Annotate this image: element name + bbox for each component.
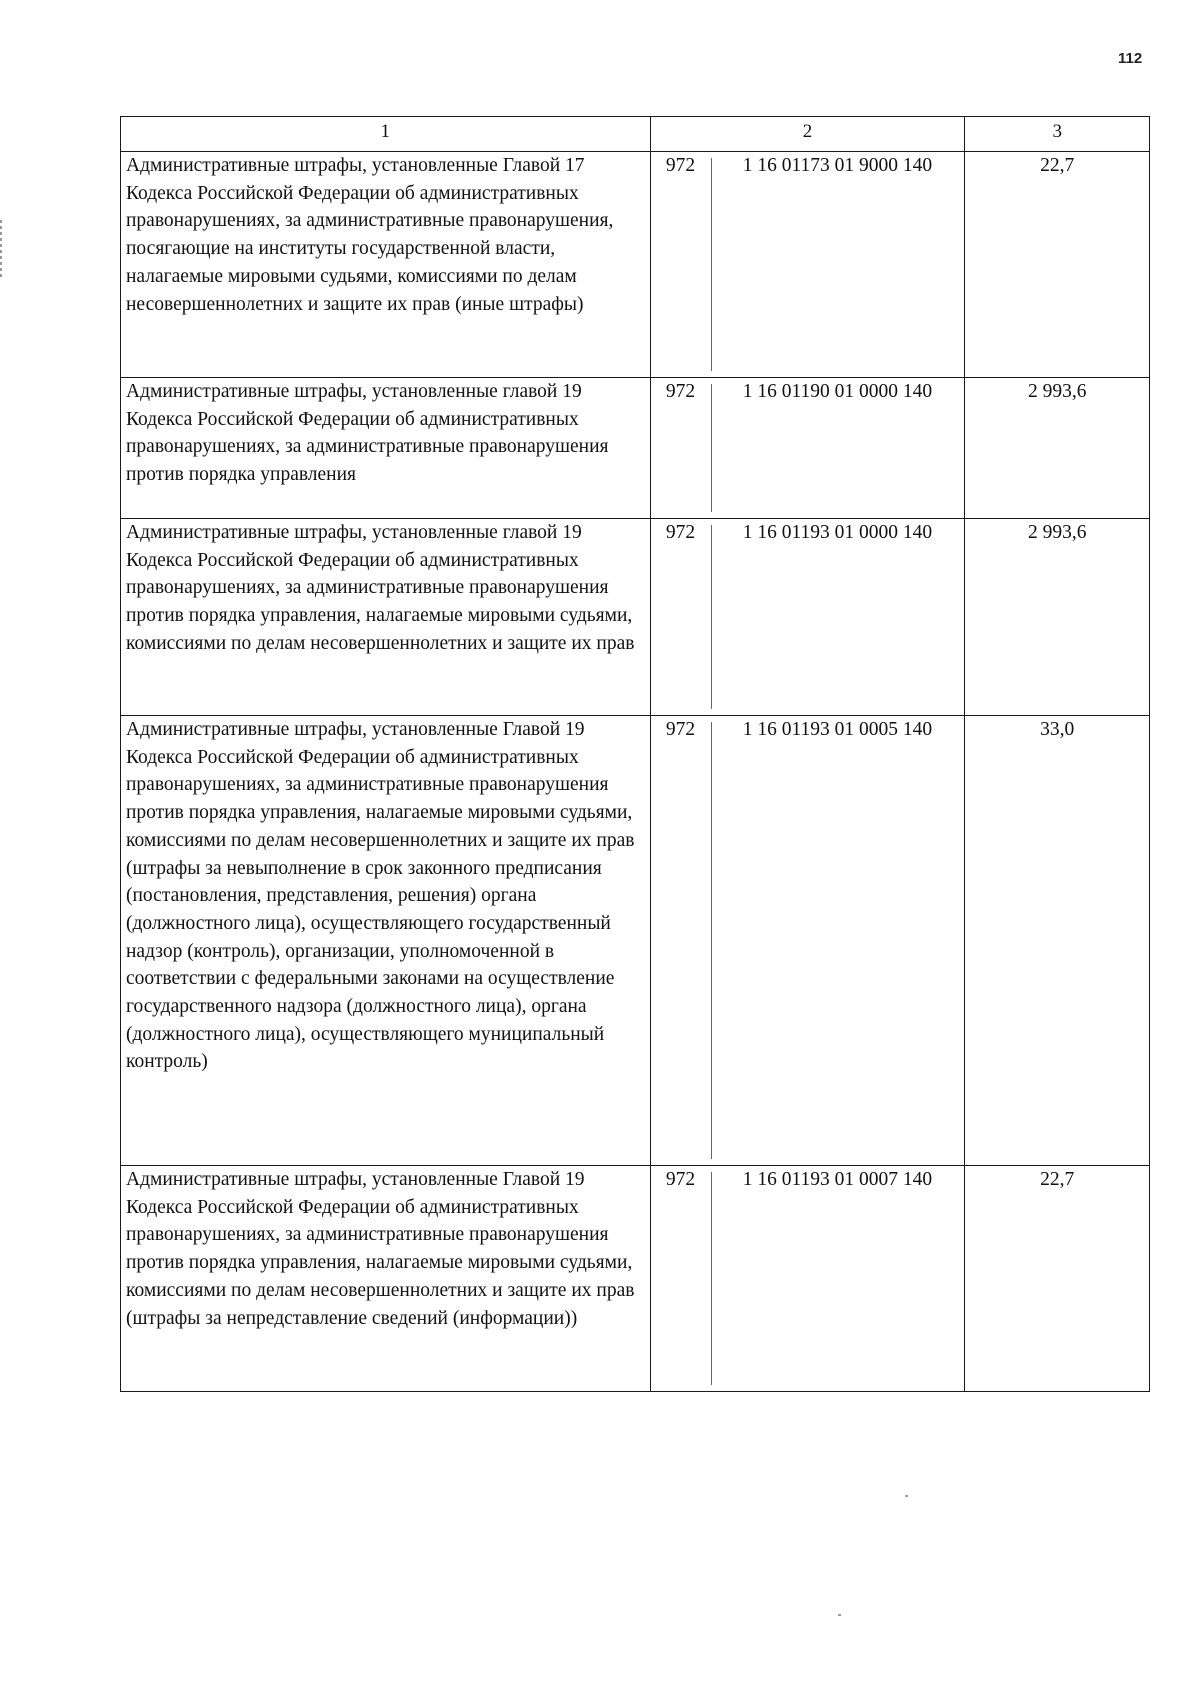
table-row bbox=[121, 519, 1150, 716]
admin-divider bbox=[711, 1172, 712, 1385]
table-row bbox=[121, 378, 1150, 519]
row-code-cell bbox=[650, 716, 965, 1166]
row-name: Административные штрафы, установленные Главой 17 Кодекса Российской Федерации об административных правонарушениях, за административные правонарушения, посягающие на институты государственной власти, налагаемые мировыми судьями, комиссиями по делам несовершеннолетних и защите их прав (иные штрафы) bbox=[121, 152, 651, 378]
row-value: 33,0 bbox=[965, 716, 1150, 1166]
admin-divider bbox=[711, 525, 712, 709]
row-admin-code: 972 bbox=[665, 719, 696, 740]
row-admin-code: 972 bbox=[665, 381, 696, 402]
row-code-cell bbox=[650, 519, 965, 716]
row-value: 2 993,6 bbox=[965, 378, 1150, 519]
row-value: 2 993,6 bbox=[965, 519, 1150, 716]
admin-divider bbox=[711, 722, 712, 1159]
row-name: Административные штрафы, установленные главой 19 Кодекса Российской Федерации об административных правонарушениях, за административные правонарушения против порядка управления bbox=[121, 378, 651, 519]
scan-speck bbox=[838, 1614, 841, 1616]
row-code-cell bbox=[650, 1166, 965, 1392]
row-budget-code: 1 16 01173 01 9000 140 bbox=[742, 155, 933, 176]
row-code-cell bbox=[650, 378, 965, 519]
scan-speck bbox=[905, 1495, 908, 1497]
row-code-cell bbox=[650, 152, 965, 378]
page-number: 112 bbox=[1118, 50, 1143, 67]
row-budget-code: 1 16 01193 01 0005 140 bbox=[742, 719, 933, 740]
row-budget-code: 1 16 01190 01 0000 140 bbox=[742, 381, 933, 402]
row-admin-code: 972 bbox=[665, 522, 696, 543]
row-value: 22,7 bbox=[965, 152, 1150, 378]
row-name: Административные штрафы, установленные главой 19 Кодекса Российской Федерации об административных правонарушениях, за административные правонарушения против порядка управления, налагаемые мировыми судьями, комиссиями по делам несовершеннолетних и защите их прав bbox=[121, 519, 651, 716]
table-row bbox=[121, 152, 1150, 378]
header-col-3: 3 bbox=[965, 117, 1150, 152]
row-name: Административные штрафы, установленные Главой 19 Кодекса Российской Федерации об административных правонарушениях, за административные правонарушения против порядка управления, налагаемые мировыми судьями, комиссиями по делам несовершеннолетних и защите их прав (штрафы за невыполнение в срок законного предписания (постановления, представления, решения) органа (должностного лица), осуществляющего государственный надзор (контроль), организации, уполномоченной в соответствии с федеральными законами на осуществление государственного надзора (должностного лица), органа (должностного лица), осуществляющего муниципальный контроль) bbox=[121, 716, 651, 1166]
table-row bbox=[121, 716, 1150, 1166]
revenue-table bbox=[120, 116, 1150, 1392]
row-budget-code: 1 16 01193 01 0007 140 bbox=[742, 1169, 933, 1190]
header-col-2: 2 bbox=[650, 117, 965, 152]
row-admin-code: 972 bbox=[665, 155, 696, 176]
scan-edge-mark bbox=[0, 220, 2, 280]
row-value: 22,7 bbox=[965, 1166, 1150, 1392]
header-col-1: 1 bbox=[121, 117, 651, 152]
table-header-row bbox=[121, 117, 1150, 152]
row-admin-code: 972 bbox=[665, 1169, 696, 1190]
admin-divider bbox=[711, 158, 712, 371]
row-budget-code: 1 16 01193 01 0000 140 bbox=[742, 522, 933, 543]
row-name: Административные штрафы, установленные Главой 19 Кодекса Российской Федерации об административных правонарушениях, за административные правонарушения против порядка управления, налагаемые мировыми судьями, комиссиями по делам несовершеннолетних и защите их прав (штрафы за непредставление сведений (информации)) bbox=[121, 1166, 651, 1392]
table-row bbox=[121, 1166, 1150, 1392]
